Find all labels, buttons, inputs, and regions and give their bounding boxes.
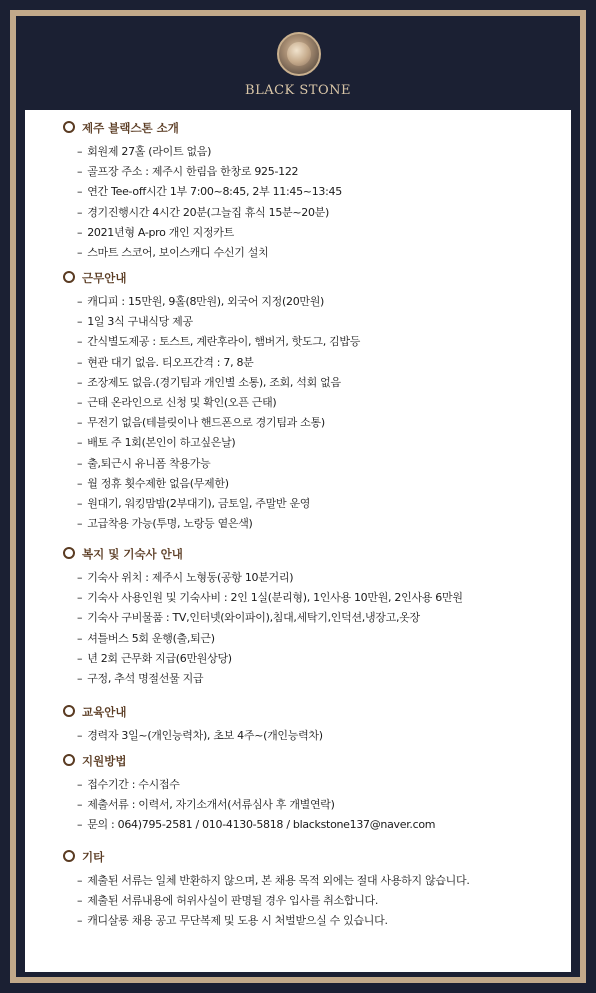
section-title bbox=[63, 546, 183, 562]
list-item-text: 현관 대기 없음. 티오프간격 : 7, 8분 bbox=[87, 355, 254, 369]
circle-bullet-icon bbox=[63, 547, 75, 559]
list-item-text: 제출된 서류내용에 허위사실이 판명될 경우 입사를 취소합니다. bbox=[87, 894, 379, 908]
section-title bbox=[63, 753, 126, 769]
list-item bbox=[77, 589, 463, 605]
dash-bullet-icon: – bbox=[77, 874, 83, 887]
list-item bbox=[77, 244, 268, 260]
list-item bbox=[77, 892, 378, 908]
dash-bullet-icon: – bbox=[77, 375, 83, 389]
list-item bbox=[77, 313, 193, 329]
list-item-text: 배토 주 1회(본인이 하고싶은날) bbox=[87, 436, 236, 450]
section-title bbox=[63, 849, 104, 865]
dash-bullet-icon: – bbox=[77, 818, 83, 832]
dash-bullet-icon: – bbox=[77, 798, 83, 812]
list-item-text: 고급착용 가능(투명, 노랑등 옅은색) bbox=[87, 517, 253, 531]
logo-emblem-icon bbox=[277, 32, 321, 76]
list-item bbox=[77, 569, 293, 585]
list-item bbox=[77, 204, 329, 220]
dash-bullet-icon: – bbox=[77, 517, 83, 531]
logo-orb-icon bbox=[287, 42, 311, 66]
dash-bullet-icon: – bbox=[77, 611, 83, 625]
dash-bullet-icon: – bbox=[77, 295, 83, 308]
circle-bullet-icon bbox=[63, 271, 75, 283]
list-item bbox=[77, 609, 420, 625]
list-item bbox=[77, 224, 234, 240]
list-item bbox=[77, 333, 360, 349]
list-item-text: 제출된 서류는 일체 반환하지 않으며, 본 채용 목적 외에는 절대 사용하지 않습니다. bbox=[87, 874, 470, 887]
section-title-text: 기타 bbox=[82, 850, 105, 864]
dash-bullet-icon: – bbox=[77, 145, 83, 158]
list-item bbox=[77, 394, 276, 410]
dash-bullet-icon: – bbox=[77, 396, 83, 409]
list-item-text: 월 정휴 횟수제한 없음(무제한) bbox=[87, 476, 229, 490]
dash-bullet-icon: – bbox=[77, 729, 83, 742]
dash-bullet-icon: – bbox=[77, 335, 83, 349]
list-item bbox=[77, 293, 324, 309]
list-item bbox=[77, 515, 253, 531]
dash-bullet-icon: – bbox=[77, 497, 83, 510]
list-item bbox=[77, 796, 335, 812]
list-item bbox=[77, 727, 323, 743]
list-item-text: 제출서류 : 이력서, 자기소개서(서류심사 후 개별연락) bbox=[87, 798, 335, 812]
list-item-text: 셔틀버스 5회 운행(출,퇴근) bbox=[87, 631, 215, 645]
circle-bullet-icon bbox=[63, 754, 75, 766]
list-item-text: 골프장 주소 : 제주시 한림읍 한창로 925-122 bbox=[87, 165, 299, 179]
list-item-text: 접수기간 : 수시접수 bbox=[87, 778, 180, 791]
circle-bullet-icon bbox=[63, 705, 75, 717]
dash-bullet-icon: – bbox=[77, 436, 83, 450]
dash-bullet-icon: – bbox=[77, 894, 83, 908]
section-title bbox=[63, 120, 179, 136]
section-title bbox=[63, 270, 126, 286]
list-item bbox=[77, 670, 203, 686]
section-title-text: 근무안내 bbox=[82, 271, 127, 285]
list-item bbox=[77, 912, 388, 928]
list-item-text: 구정, 추석 명절선물 지급 bbox=[87, 672, 204, 685]
list-item-text: 조장제도 없음.(경기팀과 개인별 소통), 조회, 석회 없음 bbox=[87, 375, 341, 389]
brand-name: BLACK STONE bbox=[245, 83, 351, 98]
dash-bullet-icon: – bbox=[77, 185, 83, 199]
list-item bbox=[77, 475, 229, 491]
dash-bullet-icon: – bbox=[77, 416, 83, 430]
list-item bbox=[77, 776, 180, 792]
dash-bullet-icon: – bbox=[77, 225, 83, 239]
list-item bbox=[77, 816, 435, 832]
list-item-text: 경력자 3일~(개인능력차), 초보 4주~(개인능력차) bbox=[87, 729, 323, 742]
list-item bbox=[77, 650, 232, 666]
header-banner bbox=[25, 17, 571, 110]
circle-bullet-icon bbox=[63, 121, 75, 133]
list-item bbox=[77, 183, 342, 199]
list-item-text: 무전기 없음(테블릿이나 핸드폰으로 경기팀과 소통) bbox=[87, 416, 325, 430]
list-item-text: 원대기, 워킹맘밤(2부대기), 금토일, 주말반 운영 bbox=[87, 497, 311, 510]
list-item-text: 1일 3식 구내식당 제공 bbox=[87, 315, 193, 329]
list-item-text: 출,퇴근시 유니폼 착용가능 bbox=[87, 456, 211, 470]
dash-bullet-icon: – bbox=[77, 246, 83, 259]
list-item bbox=[77, 495, 310, 511]
list-item-text: 기숙사 사용인원 및 기숙사비 : 2인 1실(분리형), 1인사용 10만원, 2인사용 6만원 bbox=[87, 591, 463, 605]
circle-bullet-icon bbox=[63, 850, 75, 862]
list-item bbox=[77, 163, 298, 179]
list-item bbox=[77, 434, 235, 450]
list-item-text: 회원제 27홀 (라이트 없음) bbox=[87, 145, 212, 158]
list-item-text: 년 2회 근무화 지급(6만원상당) bbox=[87, 651, 232, 665]
section-title-text: 지원방법 bbox=[82, 754, 127, 768]
section-title bbox=[63, 704, 126, 720]
list-item-text: 간식별도제공 : 토스트, 계란후라이, 햄버거, 핫도그, 김밥등 bbox=[87, 335, 361, 349]
dash-bullet-icon: – bbox=[77, 355, 83, 369]
dash-bullet-icon: – bbox=[77, 205, 83, 219]
list-item-text: 2021년형 A-pro 개인 지정카트 bbox=[87, 225, 234, 239]
list-item-text: 캐디피 : 15만원, 9홀(8만원), 외국어 지정(20만원) bbox=[87, 295, 325, 308]
section-title-text: 복지 및 기숙사 안내 bbox=[82, 547, 183, 561]
dash-bullet-icon: – bbox=[77, 315, 83, 329]
list-item-text: 연간 Tee-off시간 1부 7:00~8:45, 2부 11:45~13:45 bbox=[87, 185, 342, 199]
section-title-text: 제주 블랙스톤 소개 bbox=[82, 121, 179, 135]
list-item-text: 기숙사 구비물품 : TV,인터넷(와이파이),침대,세탁기,인덕션,냉장고,옷장 bbox=[87, 611, 420, 625]
list-item-text: 근태 온라인으로 신청 및 확인(오픈 근태) bbox=[87, 396, 277, 409]
list-item bbox=[77, 630, 215, 646]
dash-bullet-icon: – bbox=[77, 165, 83, 179]
dash-bullet-icon: – bbox=[77, 456, 83, 470]
dash-bullet-icon: – bbox=[77, 631, 83, 645]
list-item bbox=[77, 374, 341, 390]
dash-bullet-icon: – bbox=[77, 672, 83, 685]
dash-bullet-icon: – bbox=[77, 571, 83, 584]
list-item-text: 문의 : 064)795-2581 / 010-4130-5818 / blackstone137@naver.com bbox=[87, 818, 436, 832]
list-item-text: 스마트 스코어, 보이스캐디 수신기 설치 bbox=[87, 246, 269, 259]
dash-bullet-icon: – bbox=[77, 914, 83, 928]
section-title-text: 교육안내 bbox=[82, 705, 127, 719]
list-item-text: 경기진행시간 4시간 20분(그늘집 휴식 15분~20분) bbox=[87, 205, 329, 219]
list-item bbox=[77, 143, 211, 159]
list-item-text: 기숙사 위치 : 제주시 노형동(공항 10분거리) bbox=[87, 571, 294, 584]
dash-bullet-icon: – bbox=[77, 778, 83, 791]
dash-bullet-icon: – bbox=[77, 651, 83, 665]
list-item bbox=[77, 455, 210, 471]
list-item bbox=[77, 872, 470, 888]
list-item-text: 캐디살롱 채용 공고 무단복제 및 도용 시 처벌받으실 수 있습니다. bbox=[87, 914, 388, 928]
list-item bbox=[77, 354, 254, 370]
list-item bbox=[77, 414, 325, 430]
dash-bullet-icon: – bbox=[77, 476, 83, 490]
dash-bullet-icon: – bbox=[77, 591, 83, 605]
job-posting-content bbox=[25, 110, 571, 972]
